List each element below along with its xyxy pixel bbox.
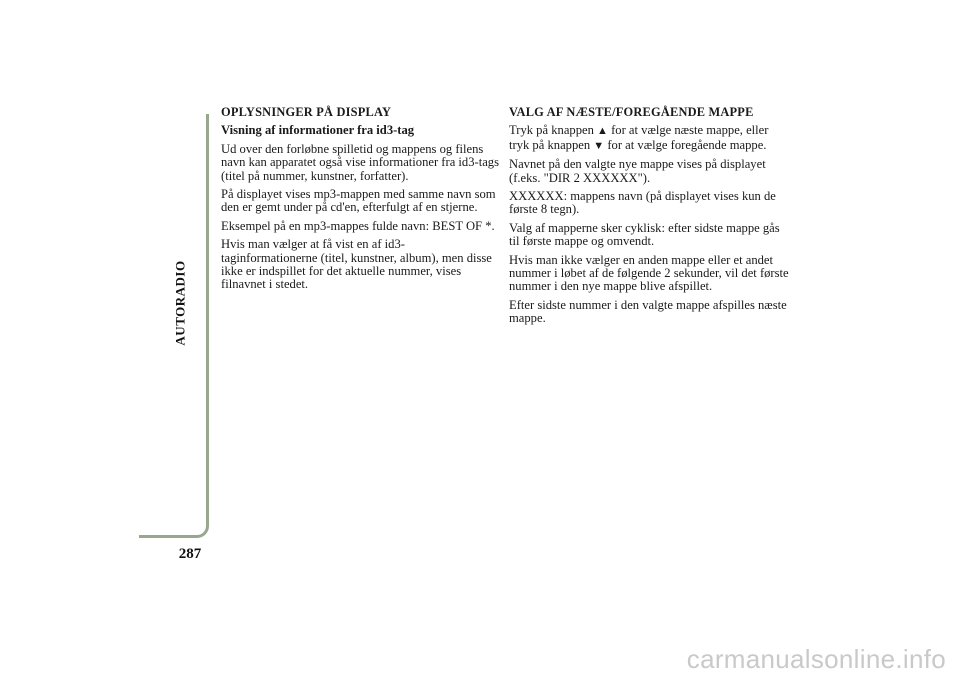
section-tab (157, 233, 205, 373)
page-number: 287 (178, 546, 202, 562)
text: Tryk på knappen (509, 123, 598, 138)
paragraph: Hvis man vælger at få vist en af id3-taginformationerne (titel, kunstner, album), men disse ikke er indspillet for det aktuelle nummer, vises filnavnet i stedet. (221, 237, 492, 292)
paragraph: Hvis man ikke vælger en anden mappe eller et andet nummer i løbet af de følgende 2 sekunder, vil det første nummer i den nye mappe blive afspillet. (509, 252, 789, 294)
paragraph: XXXXXX: mappens navn (på displayet vises kun de første 8 tegn). (509, 189, 776, 217)
text: for at vælge foregående mappe. (604, 137, 767, 152)
subheading: Visning af informationer fra id3-tag (221, 123, 415, 138)
section-heading: OPLYSNINGER PÅ DISPLAY (221, 105, 392, 119)
paragraph: Ud over den forløbne spilletid og mappens og filens navn kan apparatet også vise informationer fra id3-tags (titel på nummer, kunstner, forfatter). (221, 141, 500, 183)
right-column (509, 106, 789, 331)
paragraph: Eksempel på en mp3-mappes fulde navn: BEST OF *. (221, 218, 495, 233)
watermark: carmanualsonline.info (686, 644, 946, 674)
paragraph: På displayet vises mp3-mappen med samme navn som den er gemt under på cd'en, efterfulgt af en stjerne. (221, 187, 496, 215)
left-column (221, 106, 501, 297)
paragraph: Valg af mapperne sker cyklisk: efter sidste mappe gås til første mappe og omvendt. (509, 220, 780, 249)
paragraph: Efter sidste nummer i den valgte mappe afspilles næste mappe. (509, 297, 787, 326)
down-arrow-icon: ▼ (593, 139, 605, 152)
paragraph: Navnet på den valgte nye mappe vises på displayet (f.eks. "DIR 2 XXXXXX"). (509, 157, 766, 185)
section-tab-label: AUTORADIO (173, 260, 189, 346)
section-heading: VALG AF NÆSTE/FOREGÅENDE MAPPE (509, 105, 754, 119)
text: for at vælge næste mappe, eller tryk på knappen (509, 123, 769, 152)
up-arrow-icon: ▲ (597, 125, 608, 138)
paragraph (509, 124, 789, 153)
